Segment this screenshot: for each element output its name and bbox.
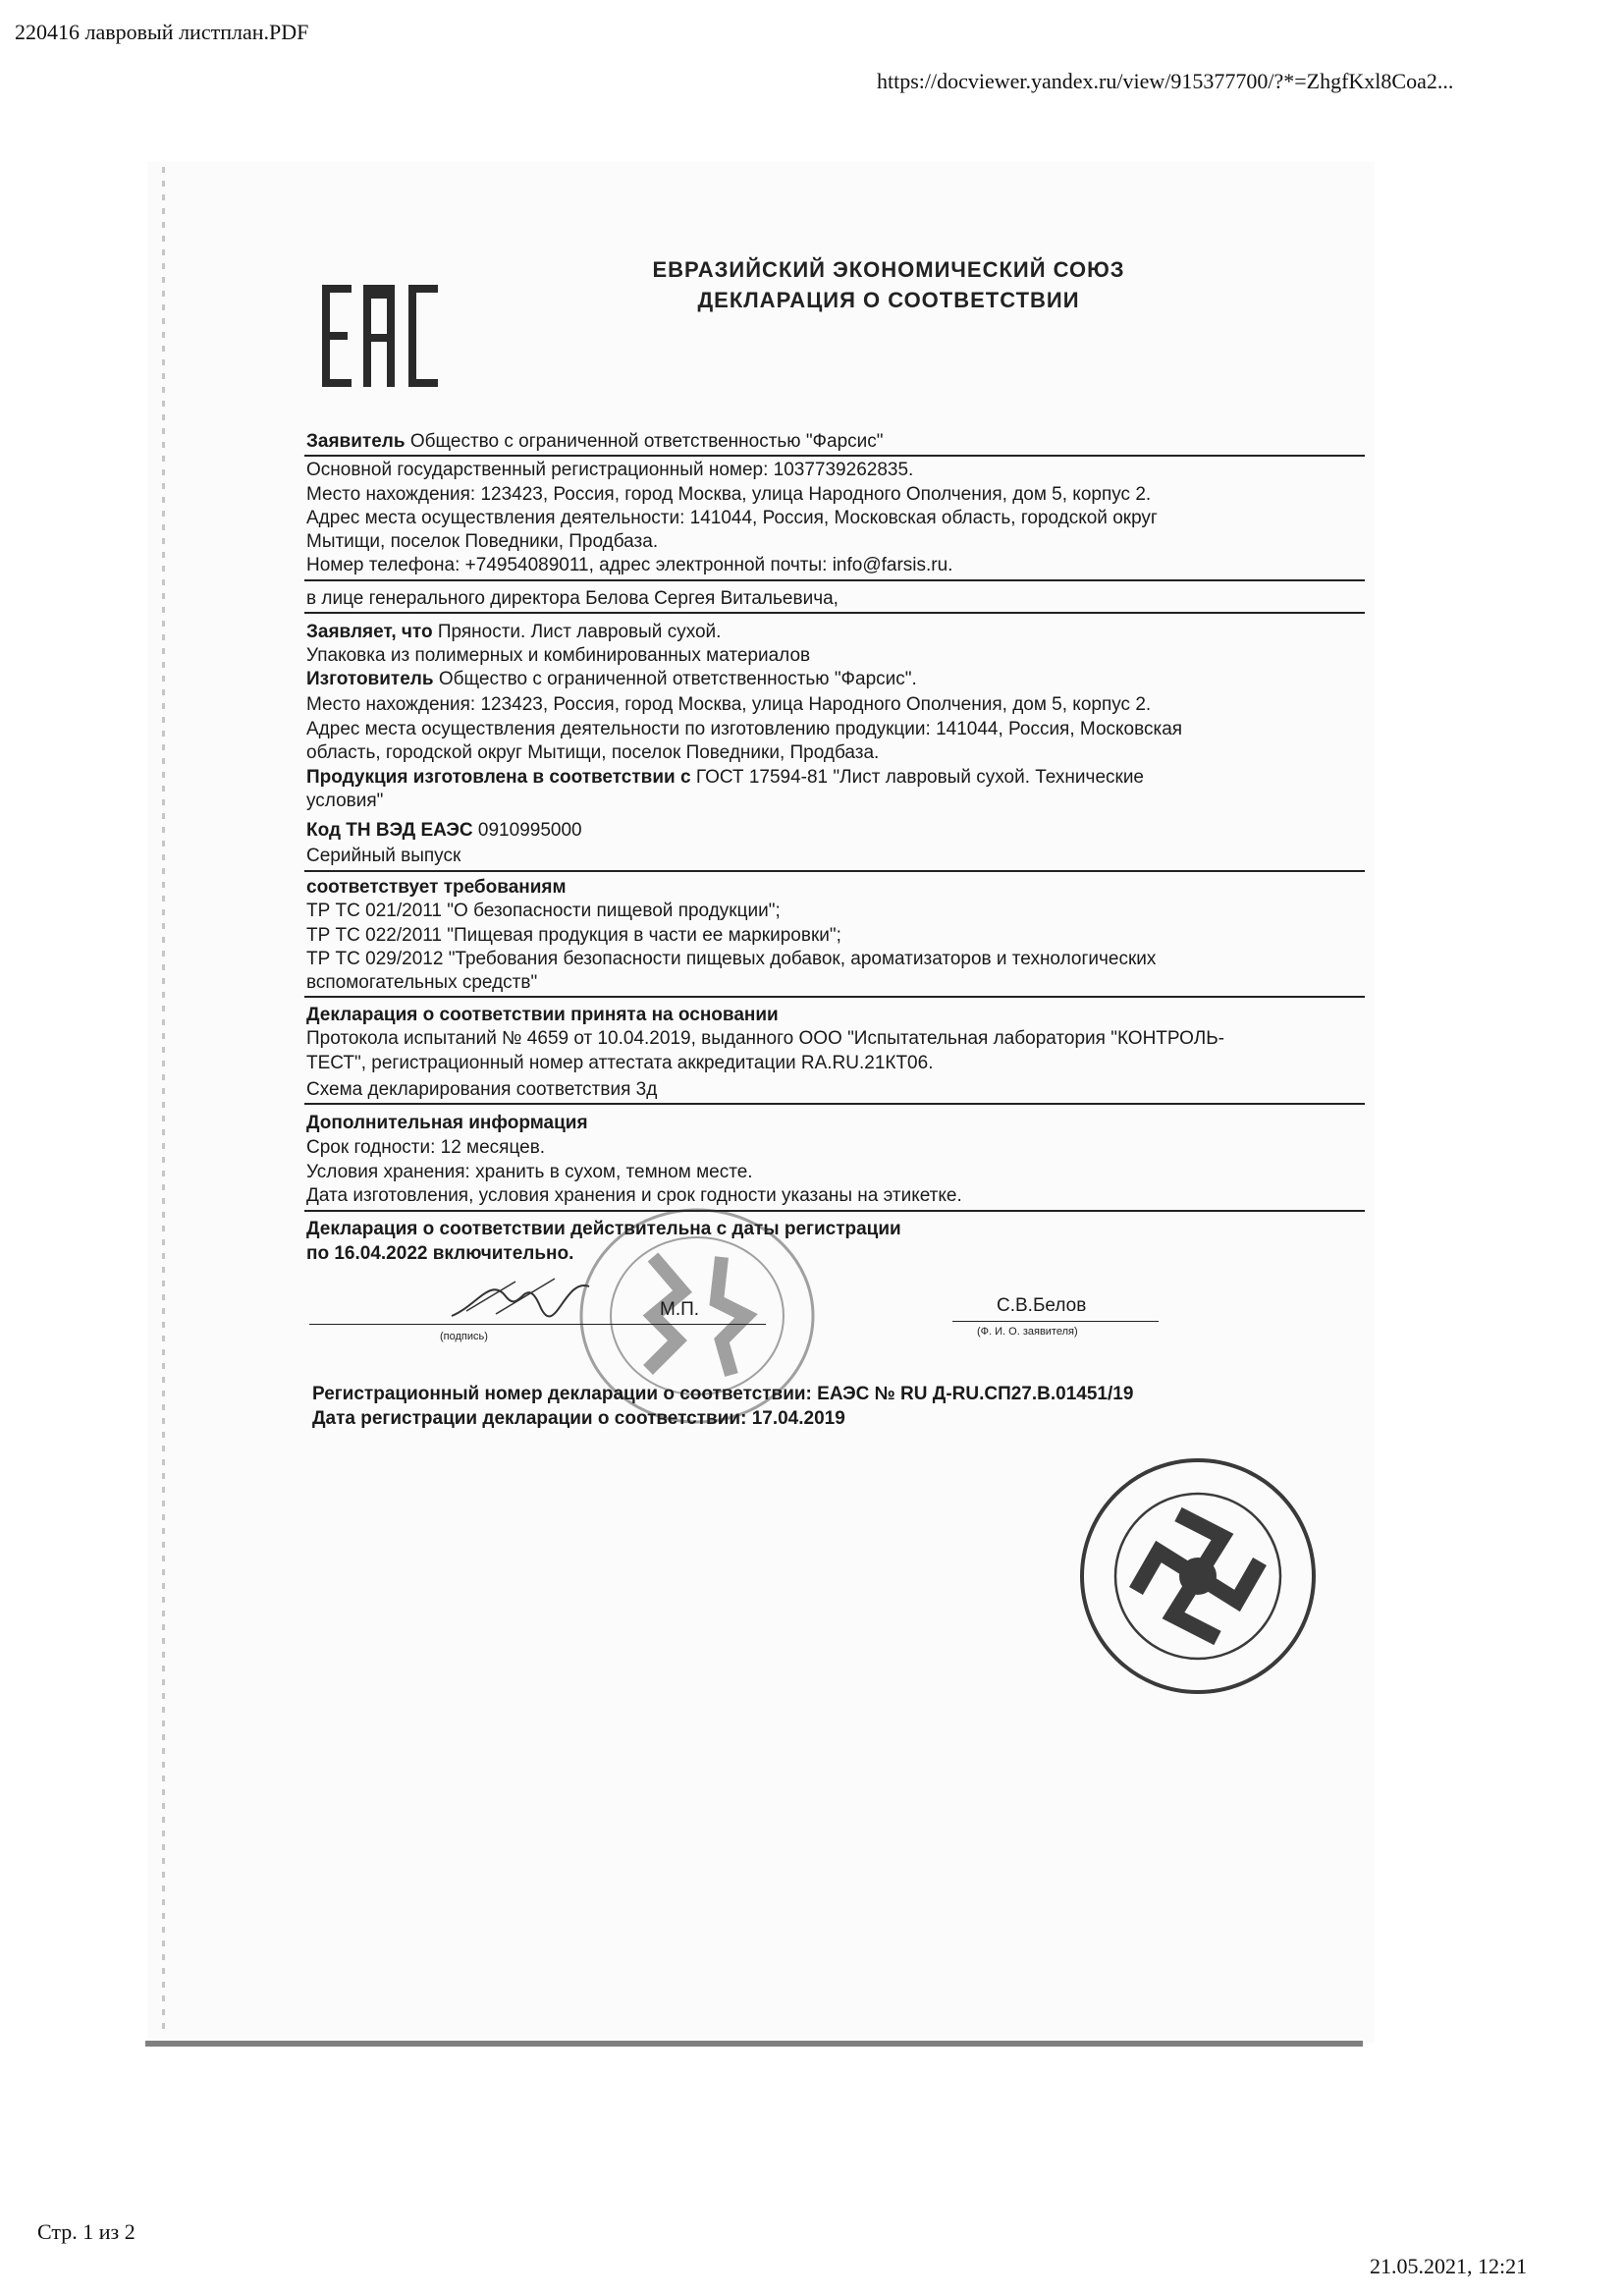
divider xyxy=(304,612,1365,614)
location: Место нахождения: 123423, Россия, город Москва, улица Народного Ополчения, дом 5, корпус 2. xyxy=(306,484,1152,505)
divider xyxy=(304,870,1365,872)
divider xyxy=(304,455,1365,457)
produced-line xyxy=(306,766,1144,790)
basis-label: Декларация о соответствии принята на основании xyxy=(306,1005,779,1025)
eac-logo-icon xyxy=(322,285,438,387)
manufacturer-label: Изготовитель xyxy=(306,669,434,689)
manufacturer-address-2: область, городской округ Мытищи, поселок Поведники, Продбаза. xyxy=(306,742,880,763)
complies-label: соответствует требованиям xyxy=(306,877,567,898)
basis-2: ТЕСТ", регистрационный номер аттестата аккредитации RA.RU.21КТ06. xyxy=(306,1053,934,1073)
divider xyxy=(304,996,1365,998)
divider xyxy=(304,579,1365,581)
divider xyxy=(304,1210,1365,1212)
signature-line xyxy=(309,1324,766,1325)
packaging: Упаковка из полимерных и комбинированных материалов xyxy=(306,645,811,666)
page-url[interactable]: https://docviewer.yandex.ru/view/915377700/?*=ZhgfKxl8Coa2... xyxy=(877,69,1454,93)
divider xyxy=(304,1103,1365,1105)
produced-label: Продукция изготовлена в соответствии с xyxy=(306,767,691,788)
serial-release: Серийный выпуск xyxy=(306,846,461,866)
produced-value-2: условия" xyxy=(306,791,384,811)
manufacturer-line xyxy=(306,668,917,691)
tr-022: ТР ТС 022/2011 "Пищевая продукция в части ее маркировки"; xyxy=(306,925,841,946)
applicant-label: Заявитель xyxy=(306,431,406,452)
manufacturer-address-1: Адрес места осуществления деятельности по изготовлению продукции: 141044, Россия, Московская xyxy=(306,719,1183,739)
tn-ved-label: Код ТН ВЭД ЕАЭС xyxy=(306,820,473,841)
signature-icon xyxy=(447,1267,594,1326)
page-indicator: Стр. 1 из 2 xyxy=(37,2219,135,2244)
basis-1: Протокола испытаний № 4659 от 10.04.2019, выданного ООО "Испытательная лаборатория "КОНТРОЛЬ- xyxy=(306,1028,1224,1049)
scan-bottom-edge xyxy=(145,2041,1363,2047)
file-title: 220416 лавровый листплан.PDF xyxy=(15,20,309,44)
signature-caption: (подпись) xyxy=(440,1331,488,1342)
registration-date: Дата регистрации декларации о соответствии: 17.04.2019 xyxy=(312,1408,845,1429)
manufacturer-value: Общество с ограниченной ответственностью "Фарсис". xyxy=(438,669,917,689)
applicant-value: Общество с ограниченной ответственностью "Фарсис" xyxy=(409,431,884,452)
company-stamp-icon xyxy=(1075,1453,1321,1699)
extra-info-label: Дополнительная информация xyxy=(306,1113,588,1133)
declares-value: Пряности. Лист лавровый сухой. xyxy=(437,622,722,642)
tr-021: ТР ТС 021/2011 "О безопасности пищевой продукции"; xyxy=(306,901,781,921)
signer-name: С.В.Белов xyxy=(997,1295,1087,1316)
mp-label: М.П. xyxy=(660,1299,700,1320)
label-info: Дата изготовления, условия хранения и срок годности указаны на этикетке. xyxy=(306,1185,962,1206)
declaration-title: ДЕКЛАРАЦИЯ О СООТВЕТСТВИИ xyxy=(697,288,1080,312)
print-datetime: 21.05.2021, 12:21 xyxy=(1370,2254,1528,2278)
shelf-life: Срок годности: 12 месяцев. xyxy=(306,1137,546,1158)
activity-address-2: Мытищи, поселок Поведники, Продбаза. xyxy=(306,531,659,552)
validity-1: Декларация о соответствии действительна с даты регистрации xyxy=(306,1219,901,1239)
produced-value: ГОСТ 17594-81 "Лист лавровый сухой. Технические xyxy=(695,767,1145,788)
registration-number: Регистрационный номер декларации о соответствии: ЕАЭС № RU Д-RU.СП27.В.01451/19 xyxy=(312,1384,1134,1404)
phone-email: Номер телефона: +74954089011, адрес электронной почты: info@farsis.ru. xyxy=(306,555,953,575)
scan-edge xyxy=(162,167,165,2033)
activity-address-1: Адрес места осуществления деятельности: 141044, Россия, Московская область, городской округ xyxy=(306,508,1158,528)
ogrn: Основной государственный регистрационный номер: 1037739262835. xyxy=(306,460,914,480)
scheme: Схема декларирования соответствия 3д xyxy=(306,1079,658,1100)
name-caption: (Ф. И. О. заявителя) xyxy=(977,1326,1078,1338)
name-line xyxy=(952,1321,1159,1322)
represented-by: в лице генерального директора Белова Сергея Витальевича, xyxy=(306,588,839,609)
tn-ved-line xyxy=(306,819,582,843)
applicant-line xyxy=(306,430,884,454)
union-title: ЕВРАЗИЙСКИЙ ЭКОНОМИЧЕСКИЙ СОЮЗ xyxy=(652,257,1125,282)
tr-029-1: ТР ТС 029/2012 "Требования безопасности пищевых добавок, ароматизаторов и технологических xyxy=(306,949,1157,969)
manufacturer-location: Место нахождения: 123423, Россия, город Москва, улица Народного Ополчения, дом 5, корпус 2. xyxy=(306,694,1152,715)
declares-line xyxy=(306,621,721,644)
tr-029-2: вспомогательных средств" xyxy=(306,972,538,993)
tn-ved-value: 0910995000 xyxy=(477,820,582,841)
validity-2: по 16.04.2022 включительно. xyxy=(306,1243,574,1264)
declares-label: Заявляет, что xyxy=(306,622,433,642)
storage: Условия хранения: хранить в сухом, темном месте. xyxy=(306,1162,753,1182)
